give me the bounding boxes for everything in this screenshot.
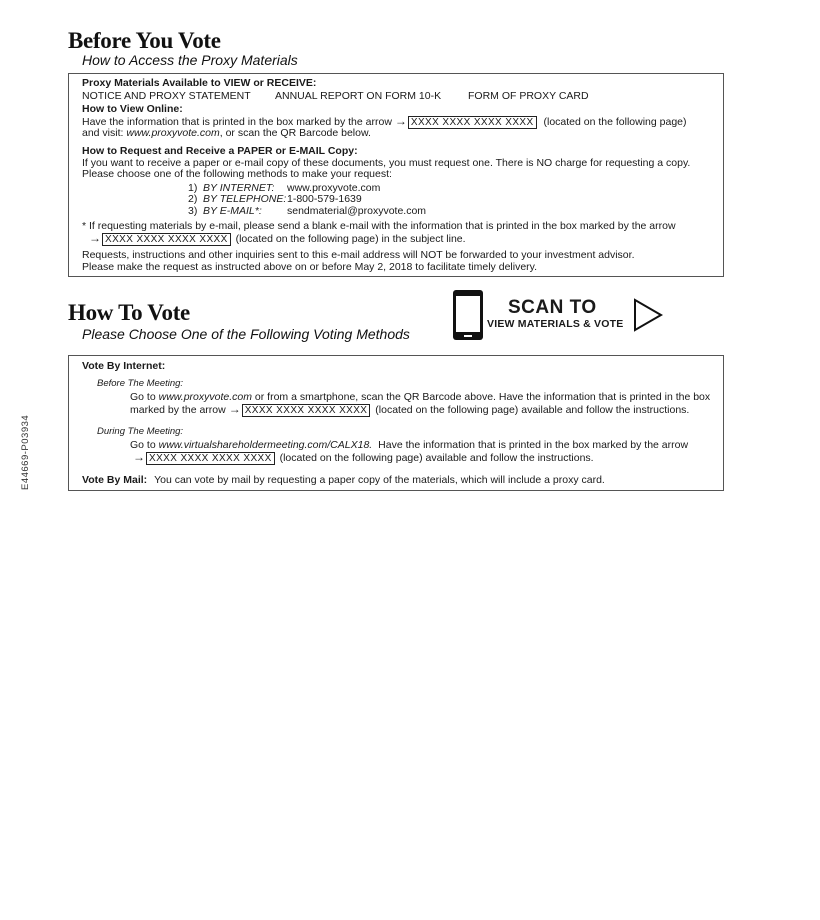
doc-proxy-card: FORM OF PROXY CARD bbox=[468, 90, 589, 102]
before-meeting-text: or from a smartphone, scan the QR Barcode above. Have the information that is printed in the box bbox=[254, 391, 711, 403]
method-value[interactable]: 1-800-579-1639 bbox=[287, 193, 362, 205]
before-meeting-arrow-text: marked by the arrow bbox=[130, 404, 226, 416]
vote-internet-heading: Vote By Internet: bbox=[82, 360, 166, 372]
during-meeting-label: During The Meeting: bbox=[97, 426, 184, 437]
method-number: 1) bbox=[188, 182, 198, 194]
how-to-vote-subtitle: Please Choose One of the Following Voting Methods bbox=[82, 326, 410, 342]
inquiries-note: Requests, instructions and other inquiries sent to this e-mail address will NOT be forwarded to your investment advisor. bbox=[82, 249, 635, 261]
request-copy-text2: Please choose one of the following methods to make your request: bbox=[82, 168, 392, 180]
vote-by-mail-line bbox=[82, 474, 605, 486]
view-online-scan: , or scan the QR Barcode below. bbox=[219, 127, 371, 139]
view-online-text: Have the information that is printed in the box marked by the arrow bbox=[82, 116, 392, 128]
request-copy-heading: How to Request and Receive a PAPER or E-MAIL Copy: bbox=[82, 145, 358, 157]
scan-to-subheading: VIEW MATERIALS & VOTE bbox=[487, 318, 624, 330]
email-note-subject: (located on the following page) in the subject line. bbox=[235, 233, 466, 245]
before-meeting-location: (located on the following page) available and follow the instructions. bbox=[375, 404, 690, 416]
method-label: BY INTERNET: bbox=[203, 182, 275, 194]
during-meeting-location: (located on the following page) available and follow the instructions. bbox=[279, 452, 594, 464]
during-meeting-goto: Go to bbox=[130, 439, 156, 451]
smartphone-icon bbox=[452, 289, 484, 341]
document-code: E44669-P03934 bbox=[20, 414, 31, 490]
view-online-location: (located on the following page) bbox=[543, 116, 687, 128]
deadline-note: Please make the request as instructed above on or before May 2, 2018 to facilitate timely delivery. bbox=[82, 261, 538, 273]
email-note-line2 bbox=[86, 232, 466, 246]
how-to-vote-title: How To Vote bbox=[68, 300, 190, 325]
during-meeting-text: Have the information that is printed in the box marked by the arrow bbox=[378, 439, 689, 451]
doc-notice-proxy: NOTICE AND PROXY STATEMENT bbox=[82, 90, 251, 102]
arrow-icon: → bbox=[228, 402, 241, 416]
vote-mail-text: You can vote by mail by requesting a paper copy of the materials, which will include a proxy card. bbox=[154, 474, 605, 486]
view-online-visit: and visit: bbox=[82, 127, 124, 139]
voting-methods-box bbox=[68, 355, 724, 491]
control-number-box: XXXX XXXX XXXX XXXX bbox=[242, 404, 371, 417]
materials-available-heading: Proxy Materials Available to VIEW or RECEIVE: bbox=[82, 77, 317, 89]
email-note-line1: * If requesting materials by e-mail, please send a blank e-mail with the information that is printed in the box marked by the arrow bbox=[82, 220, 676, 232]
view-online-heading: How to View Online: bbox=[82, 103, 183, 115]
play-arrow-icon bbox=[633, 298, 663, 332]
proxyvote-link[interactable]: www.proxyvote.com bbox=[158, 391, 252, 403]
during-meeting-line2 bbox=[130, 451, 594, 465]
vote-mail-heading: Vote By Mail: bbox=[82, 474, 148, 486]
before-meeting-goto: Go to bbox=[130, 391, 156, 403]
arrow-icon: → bbox=[133, 450, 145, 464]
method-label: BY TELEPHONE: bbox=[203, 193, 287, 205]
request-copy-text1: If you want to receive a paper or e-mail copy of these documents, you must request one. There is NO charge for requesting a copy. bbox=[82, 157, 691, 169]
view-online-line2 bbox=[82, 127, 371, 139]
method-email bbox=[188, 205, 426, 217]
method-number: 2) bbox=[188, 193, 198, 205]
during-meeting-line1 bbox=[130, 439, 688, 451]
before-you-vote-subtitle: How to Access the Proxy Materials bbox=[82, 52, 298, 68]
method-label: BY E-MAIL*: bbox=[203, 205, 262, 217]
before-you-vote-title: Before You Vote bbox=[68, 28, 221, 53]
virtual-meeting-link[interactable]: www.virtualshareholdermeeting.com/CALX18. bbox=[158, 439, 373, 451]
control-number-box: XXXX XXXX XXXX XXXX bbox=[408, 116, 537, 129]
before-meeting-line2 bbox=[130, 403, 689, 417]
proxyvote-link[interactable]: www.proxyvote.com bbox=[126, 127, 220, 139]
method-number: 3) bbox=[188, 205, 198, 217]
before-meeting-line1 bbox=[130, 391, 710, 403]
method-telephone bbox=[188, 193, 362, 205]
before-meeting-label: Before The Meeting: bbox=[97, 378, 184, 389]
arrow-icon: → bbox=[394, 114, 407, 128]
method-value[interactable]: www.proxyvote.com bbox=[287, 182, 381, 194]
arrow-icon: → bbox=[89, 231, 101, 245]
control-number-box: XXXX XXXX XXXX XXXX bbox=[102, 233, 231, 246]
control-number-box: XXXX XXXX XXXX XXXX bbox=[146, 452, 275, 465]
method-value[interactable]: sendmaterial@proxyvote.com bbox=[287, 205, 427, 217]
scan-to-heading: SCAN TO bbox=[508, 297, 597, 318]
doc-annual-report: ANNUAL REPORT ON FORM 10-K bbox=[275, 90, 442, 102]
